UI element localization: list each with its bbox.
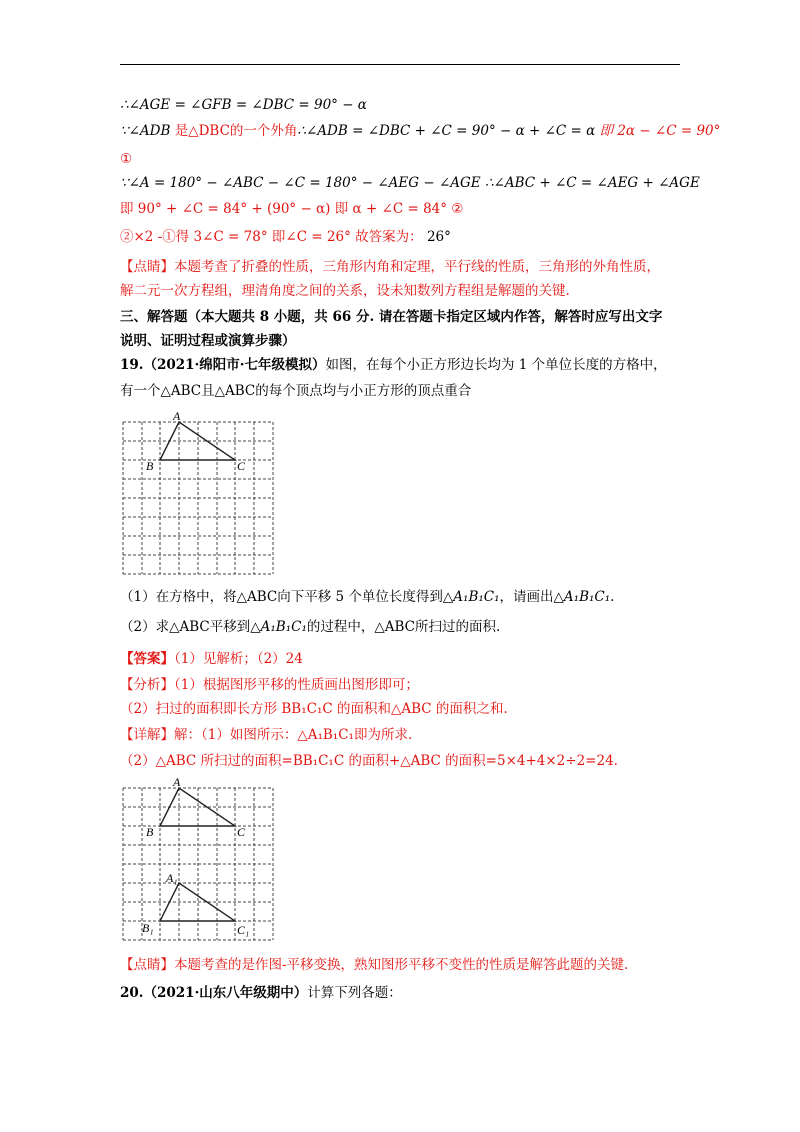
question-number: 20. — [120, 985, 144, 1001]
detail-line-2: （2）△ABC 所扫过的面积=BB₁C₁C 的面积+△ABC 的面积=5×4+4×2÷2=24. — [120, 753, 618, 769]
math-expr: △A₁B₁C₁ — [442, 589, 500, 605]
math-expr: ∴∠AGE = ∠GFB = ∠DBC = 90° − α — [120, 97, 367, 113]
label-b1: B₁ — [142, 921, 154, 935]
step-line-3: ① — [120, 151, 133, 167]
analysis-line-2: （2）扫过的面积即长方形 BB₁C₁C 的面积和△ABC 的面积之和. — [120, 701, 508, 717]
red-text: 即 90° + ∠C = 84° + (90° − α) — [120, 201, 331, 217]
label-c: C — [237, 825, 246, 839]
label-c1: C₁ — [237, 923, 250, 937]
grid-lines — [123, 788, 273, 940]
red-text: 即 2α − ∠C = 90° — [595, 123, 721, 139]
subquestion-1 — [120, 588, 690, 606]
question-number: 19. — [120, 357, 144, 373]
text: ，请画出 — [499, 589, 554, 605]
math-expr: △A₁B₁C₁ — [250, 619, 307, 635]
label-a: A — [173, 775, 181, 789]
math-expr: △A₁B₁C₁ — [553, 589, 611, 605]
subquestion-2 — [120, 618, 690, 636]
label-b: B — [146, 459, 154, 473]
question-text: 计算下列各题： — [307, 985, 402, 1001]
question-19-line-1 — [120, 356, 690, 374]
analysis-line — [120, 676, 690, 694]
label-b: B — [146, 825, 154, 839]
label-a: A — [173, 409, 181, 423]
grid-lines — [123, 422, 273, 574]
header-rule — [120, 64, 680, 65]
detail-tag: 【详解】 — [120, 727, 174, 743]
text: （2）求△ABC平移到 — [120, 619, 251, 635]
detail-line — [120, 726, 690, 744]
question-20-line — [120, 984, 690, 1002]
answer-line — [120, 650, 690, 668]
answer-tag: 【答案】 — [120, 651, 174, 667]
label-c: C — [237, 459, 246, 473]
analysis-text: （1）根据图形平移的性质画出图形即可； — [174, 677, 419, 693]
comment-line-1: 【点睛】本题考查了折叠的性质，三角形内角和定理，平行线的性质，三角形的外角性质， — [120, 259, 660, 275]
step-line-4: ∵∠A = 180° − ∠ABC − ∠C = 180° − ∠AEG − ∠AGE ∴∠ABC + ∠C = ∠AEG + ∠AGE — [120, 175, 700, 191]
red-text: ②×2 -①得 3∠C = 78° — [120, 229, 268, 245]
question-source: （2021·山东八年级期中） — [143, 985, 308, 1001]
question-text: 如图，在每个小正方形边长均为 1 个单位长度的方格中， — [325, 357, 667, 373]
math-expr: ∴∠ADB = ∠DBC + ∠C = 90° − α + ∠C = α — [297, 123, 596, 139]
comment-line-3: 【点睛】本题考查的是作图-平移变换，熟知图形平移不变性的性质是解答此题的关键. — [120, 957, 629, 973]
step-line-2 — [120, 122, 721, 140]
comment-line-2: 解二元一次方程组，理清角度之间的关系，设未知数列方程组是解题的关键. — [120, 283, 570, 299]
question-19-line-2: 有一个△ABC且△ABC的每个顶点均与小正方形的顶点重合 — [120, 383, 472, 399]
analysis-tag: 【分析】 — [120, 677, 174, 693]
text: 的过程中，△ABC所扫过的面积. — [306, 619, 501, 635]
answer-text: （1）见解析；（2）24 — [174, 651, 303, 667]
step-line-6 — [120, 228, 690, 246]
math-expr: ∵∠ADB — [120, 123, 171, 139]
grid-figure-answer — [120, 775, 276, 944]
text: （1）在方格中，将△ABC向下平移 5 个单位长度得到 — [120, 589, 443, 605]
answer-value: 26° — [422, 229, 451, 245]
red-text: 即 α + ∠C = 84° ② — [330, 201, 464, 217]
red-text: 即∠C = 26° — [267, 229, 351, 245]
step-line-5 — [120, 200, 690, 218]
question-source: （2021·绵阳市·七年级模拟） — [143, 357, 326, 373]
grid-figure-question — [120, 409, 276, 576]
text: . — [610, 589, 615, 605]
red-text: 是△DBC的一个外角 — [170, 123, 298, 139]
section-heading-2: 说明、证明过程或演算步骤） — [120, 333, 296, 349]
section-heading: 三、解答题（本大题共 8 小题，共 66 分. 请在答题卡指定区域内作答，解答时应写出文字 — [120, 309, 663, 325]
step-line-1 — [120, 96, 690, 114]
red-text: 故答案为： — [350, 229, 423, 245]
label-a1: A₁ — [166, 871, 178, 885]
detail-text: 解：（1）如图所示：△A₁B₁C₁即为所求. — [174, 727, 413, 743]
